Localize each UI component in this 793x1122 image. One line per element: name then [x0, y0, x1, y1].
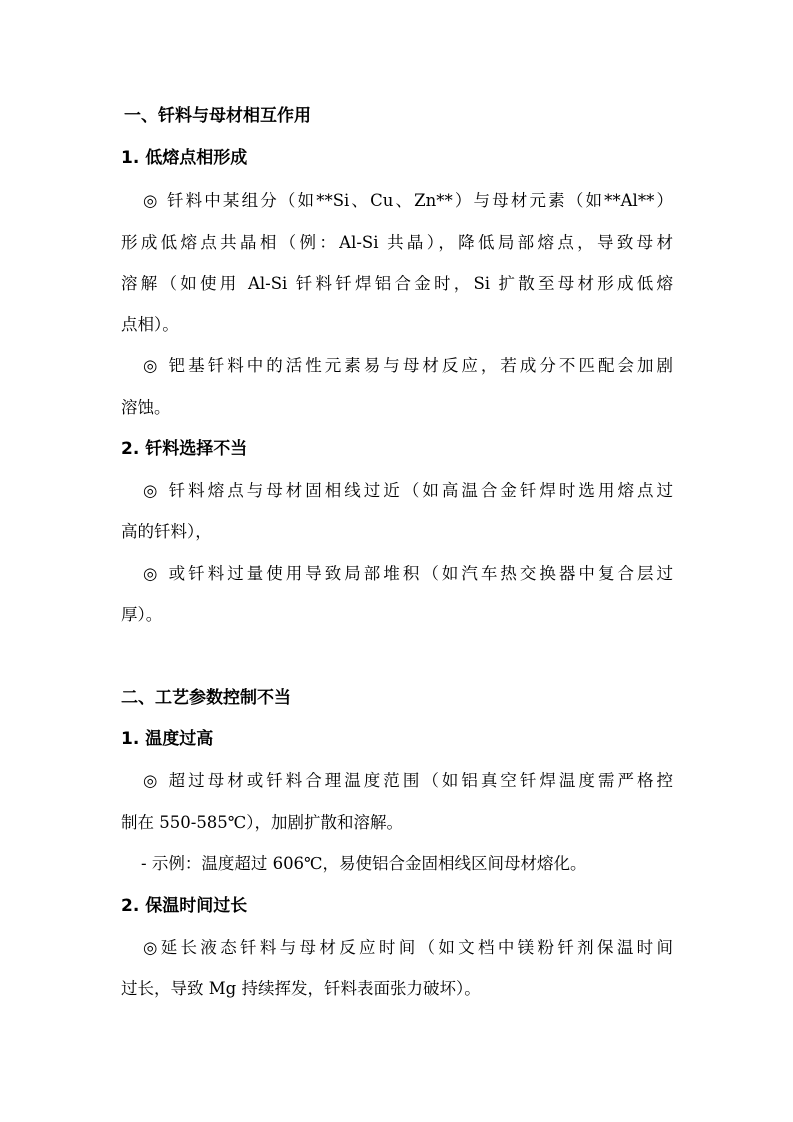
- paragraph-line: ◎延长液态钎料与母材反应时间（如文档中镁粉钎剂保温时间: [143, 938, 673, 957]
- paragraph-line: ◎ 或钎料过量使用导致局部堆积（如汽车热交换器中复合层过: [143, 564, 673, 583]
- paragraph-line: ◎ 钯基钎料中的活性元素易与母材反应，若成分不匹配会加剧: [143, 356, 673, 375]
- subsection-2-2-heading: 2. 保温时间过长: [121, 896, 248, 916]
- paragraph-line: ◎ 钎料熔点与母材固相线过近（如高温合金钎焊时选用熔点过: [143, 481, 673, 500]
- paragraph-line: 制在 550-585℃），加剧扩散和溶解。: [121, 813, 404, 832]
- paragraph-line: 溶蚀。: [121, 398, 171, 417]
- subsection-1-2-heading: 2. 钎料选择不当: [121, 439, 248, 459]
- subsection-1-1-heading: 1. 低熔点相形成: [121, 148, 248, 168]
- paragraph-line: 过长，导致 Mg 持续挥发，钎料表面张力破坏）。: [121, 979, 481, 998]
- paragraph-line: ◎ 钎料中某组分（如**Si、Cu、Zn**）与母材元素（如**Al**）: [143, 191, 673, 210]
- paragraph-line: ◎ 超过母材或钎料合理温度范围（如铝真空钎焊温度需严格控: [143, 771, 673, 790]
- paragraph-line: - 示例：温度超过 606℃，易使铝合金固相线区间母材熔化。: [141, 854, 587, 873]
- paragraph-line: 溶解（如使用 Al-Si 钎料钎焊铝合金时，Si 扩散至母材形成低熔: [121, 274, 673, 293]
- paragraph-line: 点相）。: [121, 315, 179, 334]
- section-2-heading: 二、工艺参数控制不当: [121, 688, 291, 708]
- paragraph-line: 厚）。: [121, 605, 163, 624]
- paragraph-line: 高的钎料），: [121, 522, 212, 541]
- subsection-2-1-heading: 1. 温度过高: [121, 729, 214, 749]
- paragraph-line: 形成低熔点共晶相（例：Al-Si 共晶），降低局部熔点，导致母材: [121, 233, 673, 252]
- section-1-heading: 一、钎料与母材相互作用: [124, 106, 311, 126]
